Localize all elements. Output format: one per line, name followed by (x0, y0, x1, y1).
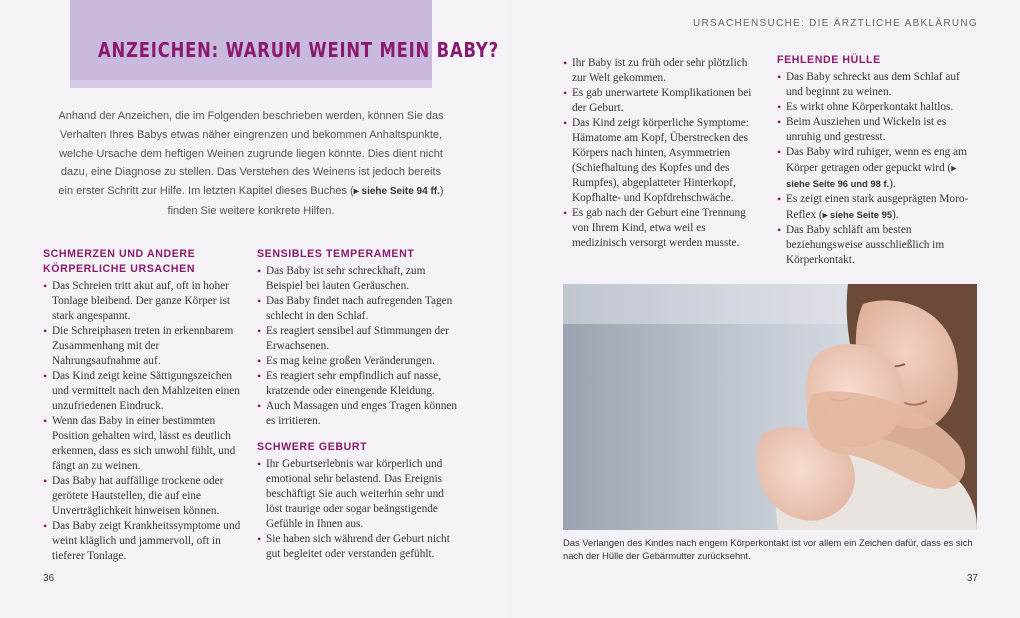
section-heading (43, 247, 245, 277)
list-item (777, 192, 979, 223)
intro-paragraph (58, 107, 444, 221)
page-reference[interactable]: ▸ siehe Seite 95 (822, 209, 893, 220)
intro-text-end: ) finden Sie weitere konkrete Hilfen. (167, 185, 444, 217)
list-item (777, 145, 979, 192)
photo-caption: Das Verlangen des Kindes nach engem Körperkontakt ist vor allem ein Zeichen dafür, dass es sich nach der Hülle der Gebärmutter zurücksehnt. (563, 537, 973, 561)
section-difficult-birth (257, 440, 462, 562)
list-item: • Das Kind zeigt körperliche Symptome: Hämatome am Kopf, Überstrecken des Körpers nach hinten, Asymmetrien (Schiefhaltung des Kopfes und des Rumpfes), abgeplatteter Hinterkopf, Kopfhalte- und Kopfdrehschwäche. (563, 116, 763, 206)
heading-line-2: KÖRPERLICHE URSACHEN (43, 263, 196, 275)
item-text: Es zeigt einen stark ausgeprägten Moro-Reflex ( (786, 193, 969, 221)
list-item: • Es wirkt ohne Körperkontakt haltlos. (777, 100, 979, 115)
bullet-list (777, 70, 979, 268)
list-item: • Auch Massagen und enges Tragen können es irritieren. (257, 399, 462, 429)
mother-baby-photo (563, 284, 977, 530)
list-item: • Ihr Geburtserlebnis war körperlich und emotional sehr belastend. Das Ereignis beschäftigt Sie auch weiterhin sehr und löst traurige oder sogar beängstigende Gefühle in Ihnen aus. (257, 457, 462, 532)
list-item: • Beim Ausziehen und Wickeln ist es unruhig und gestresst. (777, 115, 979, 145)
section-difficult-birth-continued (563, 56, 763, 251)
list-item: • Sie haben sich während der Geburt nicht gut begleitet oder verstanden gefühlt. (257, 532, 462, 562)
list-item: • Das Kind zeigt keine Sättigungszeichen und vermittelt nach den Mahlzeiten einen unzufriedenen Eindruck. (43, 369, 245, 414)
bullet-list (257, 264, 462, 429)
list-item: • Wenn das Baby in einer bestimmten Position gehalten wird, lässt es deutlich erkennen, dass es sich unwohl fühlt, und fängt an zu weinen. (43, 414, 245, 474)
list-item: • Das Schreien tritt akut auf, oft in hoher Tonlage bleibend. Der ganze Körper ist stark angespannt. (43, 279, 245, 324)
section-heading: SCHWERE GEBURT (257, 441, 368, 453)
list-item: • Das Baby zeigt Krankheitssymptome und weint kläglich und jammervoll, oft in tieferer Tonlage. (43, 519, 245, 564)
list-item: • Es gab nach der Geburt eine Trennung von Ihrem Kind, etwa weil es medizinisch versorgt werden musste. (563, 206, 763, 251)
chapter-title: ANZEICHEN: WARUM WEINT MEIN BABY? (98, 38, 499, 62)
running-head: URSACHENSUCHE: DIE ÄRZTLICHE ABKLÄRUNG (692, 18, 978, 29)
list-item: • Das Baby ist sehr schreckhaft, zum Beispiel bei lauten Geräuschen. (257, 264, 462, 294)
item-text: ). (892, 209, 899, 221)
list-item: • Es gab unerwartete Komplikationen bei der Geburt. (563, 86, 763, 116)
page-number: 36 (43, 573, 55, 584)
list-item: • Es reagiert sehr empfindlich auf nasse, kratzende oder einengende Kleidung. (257, 369, 462, 399)
page-number: 37 (966, 573, 978, 584)
list-item: • Das Baby schreckt aus dem Schlaf auf und beginnt zu weinen. (777, 70, 979, 100)
item-text: ). (889, 178, 896, 190)
section-heading: FEHLENDE HÜLLE (777, 54, 881, 66)
list-item: • Es mag keine großen Veränderungen. (257, 354, 462, 369)
intro-text: Anhand der Anzeichen, die im Folgenden beschrieben werden, können Sie das Verhalten Ihres Babys etwas näher eingrenzen und bekommen Anhaltspunkte, welche Ursache dem heftigen Weinen zugrunde liegen könnte. Dies dient nicht dazu, eine Diagnose zu stellen. Das Verstehen des Weinens ist jedoch bereits ein erster Schritt zur Hilfe. Im letzten Kapitel dieses Buches ( (58, 110, 444, 198)
item-text: Das Baby wird ruhiger, wenn es eng am Körper getragen oder gepuckt wird ( (786, 146, 967, 174)
list-item: • Es reagiert sensibel auf Stimmungen der Erwachsenen. (257, 324, 462, 354)
section-pain-causes (43, 247, 245, 564)
bullet-list (257, 457, 462, 562)
list-item: • Das Baby schläft am besten beziehungsweise ausschließlich im Körperkontakt. (777, 223, 979, 268)
list-item: • Die Schreiphasen treten in erkennbarem Zusammenhang mit der Nahrungsaufnahme auf. (43, 324, 245, 369)
photo-illustration (563, 284, 977, 530)
list-item: • Das Baby findet nach aufregenden Tagen schlecht in den Schlaf. (257, 294, 462, 324)
bullet-list (563, 56, 763, 251)
page-reference[interactable]: ▸ siehe Seite 96 und 98 f. (786, 162, 957, 189)
heading-line-1: SCHMERZEN UND ANDERE (43, 248, 196, 260)
section-sensitive-temperament (257, 247, 462, 429)
bullet-list (43, 279, 245, 564)
section-missing-shell (777, 53, 979, 268)
list-item: • Das Baby hat auffällige trockene oder gerötete Hautstellen, die auf eine Unverträglichkeit hinweisen können. (43, 474, 245, 519)
list-item: • Ihr Baby ist zu früh oder sehr plötzlich zur Welt gekommen. (563, 56, 763, 86)
page-reference[interactable]: ▸ siehe Seite 94 ff. (353, 186, 440, 198)
section-heading: SENSIBLES TEMPERAMENT (257, 248, 415, 260)
